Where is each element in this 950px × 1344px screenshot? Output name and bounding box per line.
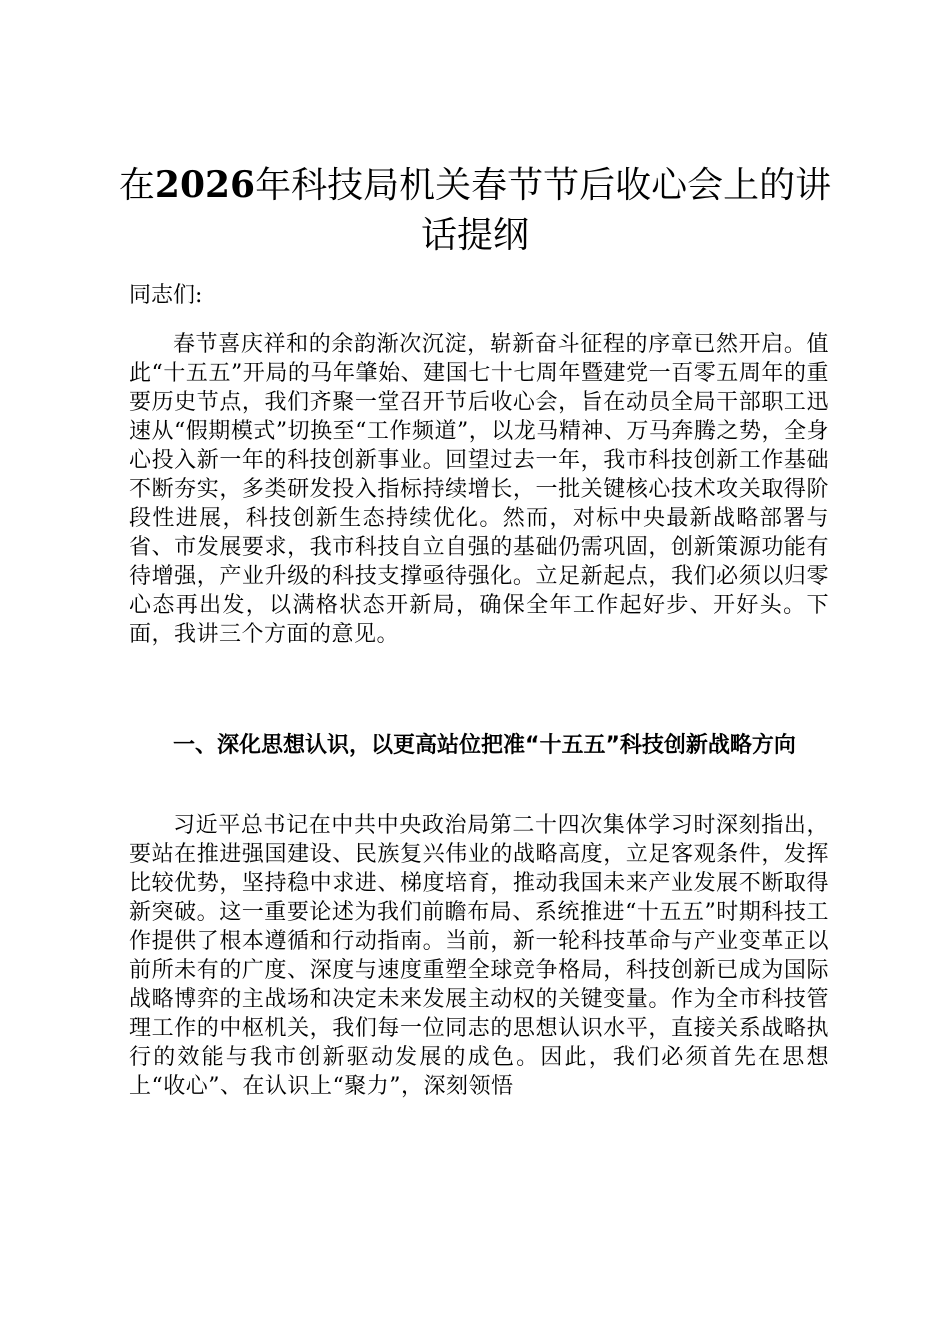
title-prefix: 在 [118, 165, 155, 206]
paragraph-section-1: 习近平总书记在中共中央政治局第二十四次集体学习时深刻指出，要站在推进强国建设、民族复兴伟业的战略高度，立足客观条件，发挥比较优势，坚持稳中求进、梯度培育，推动我国未来产业发展不断取得新突破。这一重要论述为我们前瞻布局、系统推进“十五五”时期科技工作提供了根本遵循和行动指南。当前，新一轮科技革命与产业变革正以前所未有的广度、深度与速度重塑全球竞争格局，科技创新已成为国际战略博弈的主战场和决定未来发展主动权的关键变量。作为全市科技管理工作的中枢机关，我们每一位同志的思想认识水平，直接关系战略执行的效能与我市创新驱动发展的成色。因此，我们必须首先在思想上“收心”、在认识上“聚力”，深刻领悟 [129, 813, 829, 1099]
paragraph-intro: 春节喜庆祥和的余韵渐次沉淀，崭新奋斗征程的序章已然开启。值此“十五五”开局的马年肇始、建国七十七周年暨建党一百零五周年的重要历史节点，我们齐聚一堂召开节后收心会，旨在动员全局干部职工迅速从“假期模式”切换至“工作频道”，以龙马精神、万马奔腾之势，全身心投入新一年的科技创新事业。回望过去一年，我市科技创新工作基础不断夯实，多类研发投入指标持续增长，一批关键核心技术攻关取得阶段性进展，科技创新生态持续优化。然而，对标中央最新战略部署与省、市发展要求，我市科技自立自强的基础仍需巩固，创新策源功能有待增强，产业升级的科技支撑亟待强化。立足新起点，我们必须以归零心态再出发，以满格状态开新局，确保全年工作起好步、开好头。下面，我讲三个方面的意见。 [129, 332, 829, 647]
document-title [118, 160, 832, 261]
section-heading-1: 一、深化思想认识，以更高站位把准“十五五”科技创新战略方向 [173, 733, 796, 758]
title-year: 2026 [154, 164, 256, 206]
title-suffix: 年科技局机关春节节后收心会上的讲话提纲 [255, 165, 832, 256]
salutation: 同志们: [129, 283, 203, 308]
